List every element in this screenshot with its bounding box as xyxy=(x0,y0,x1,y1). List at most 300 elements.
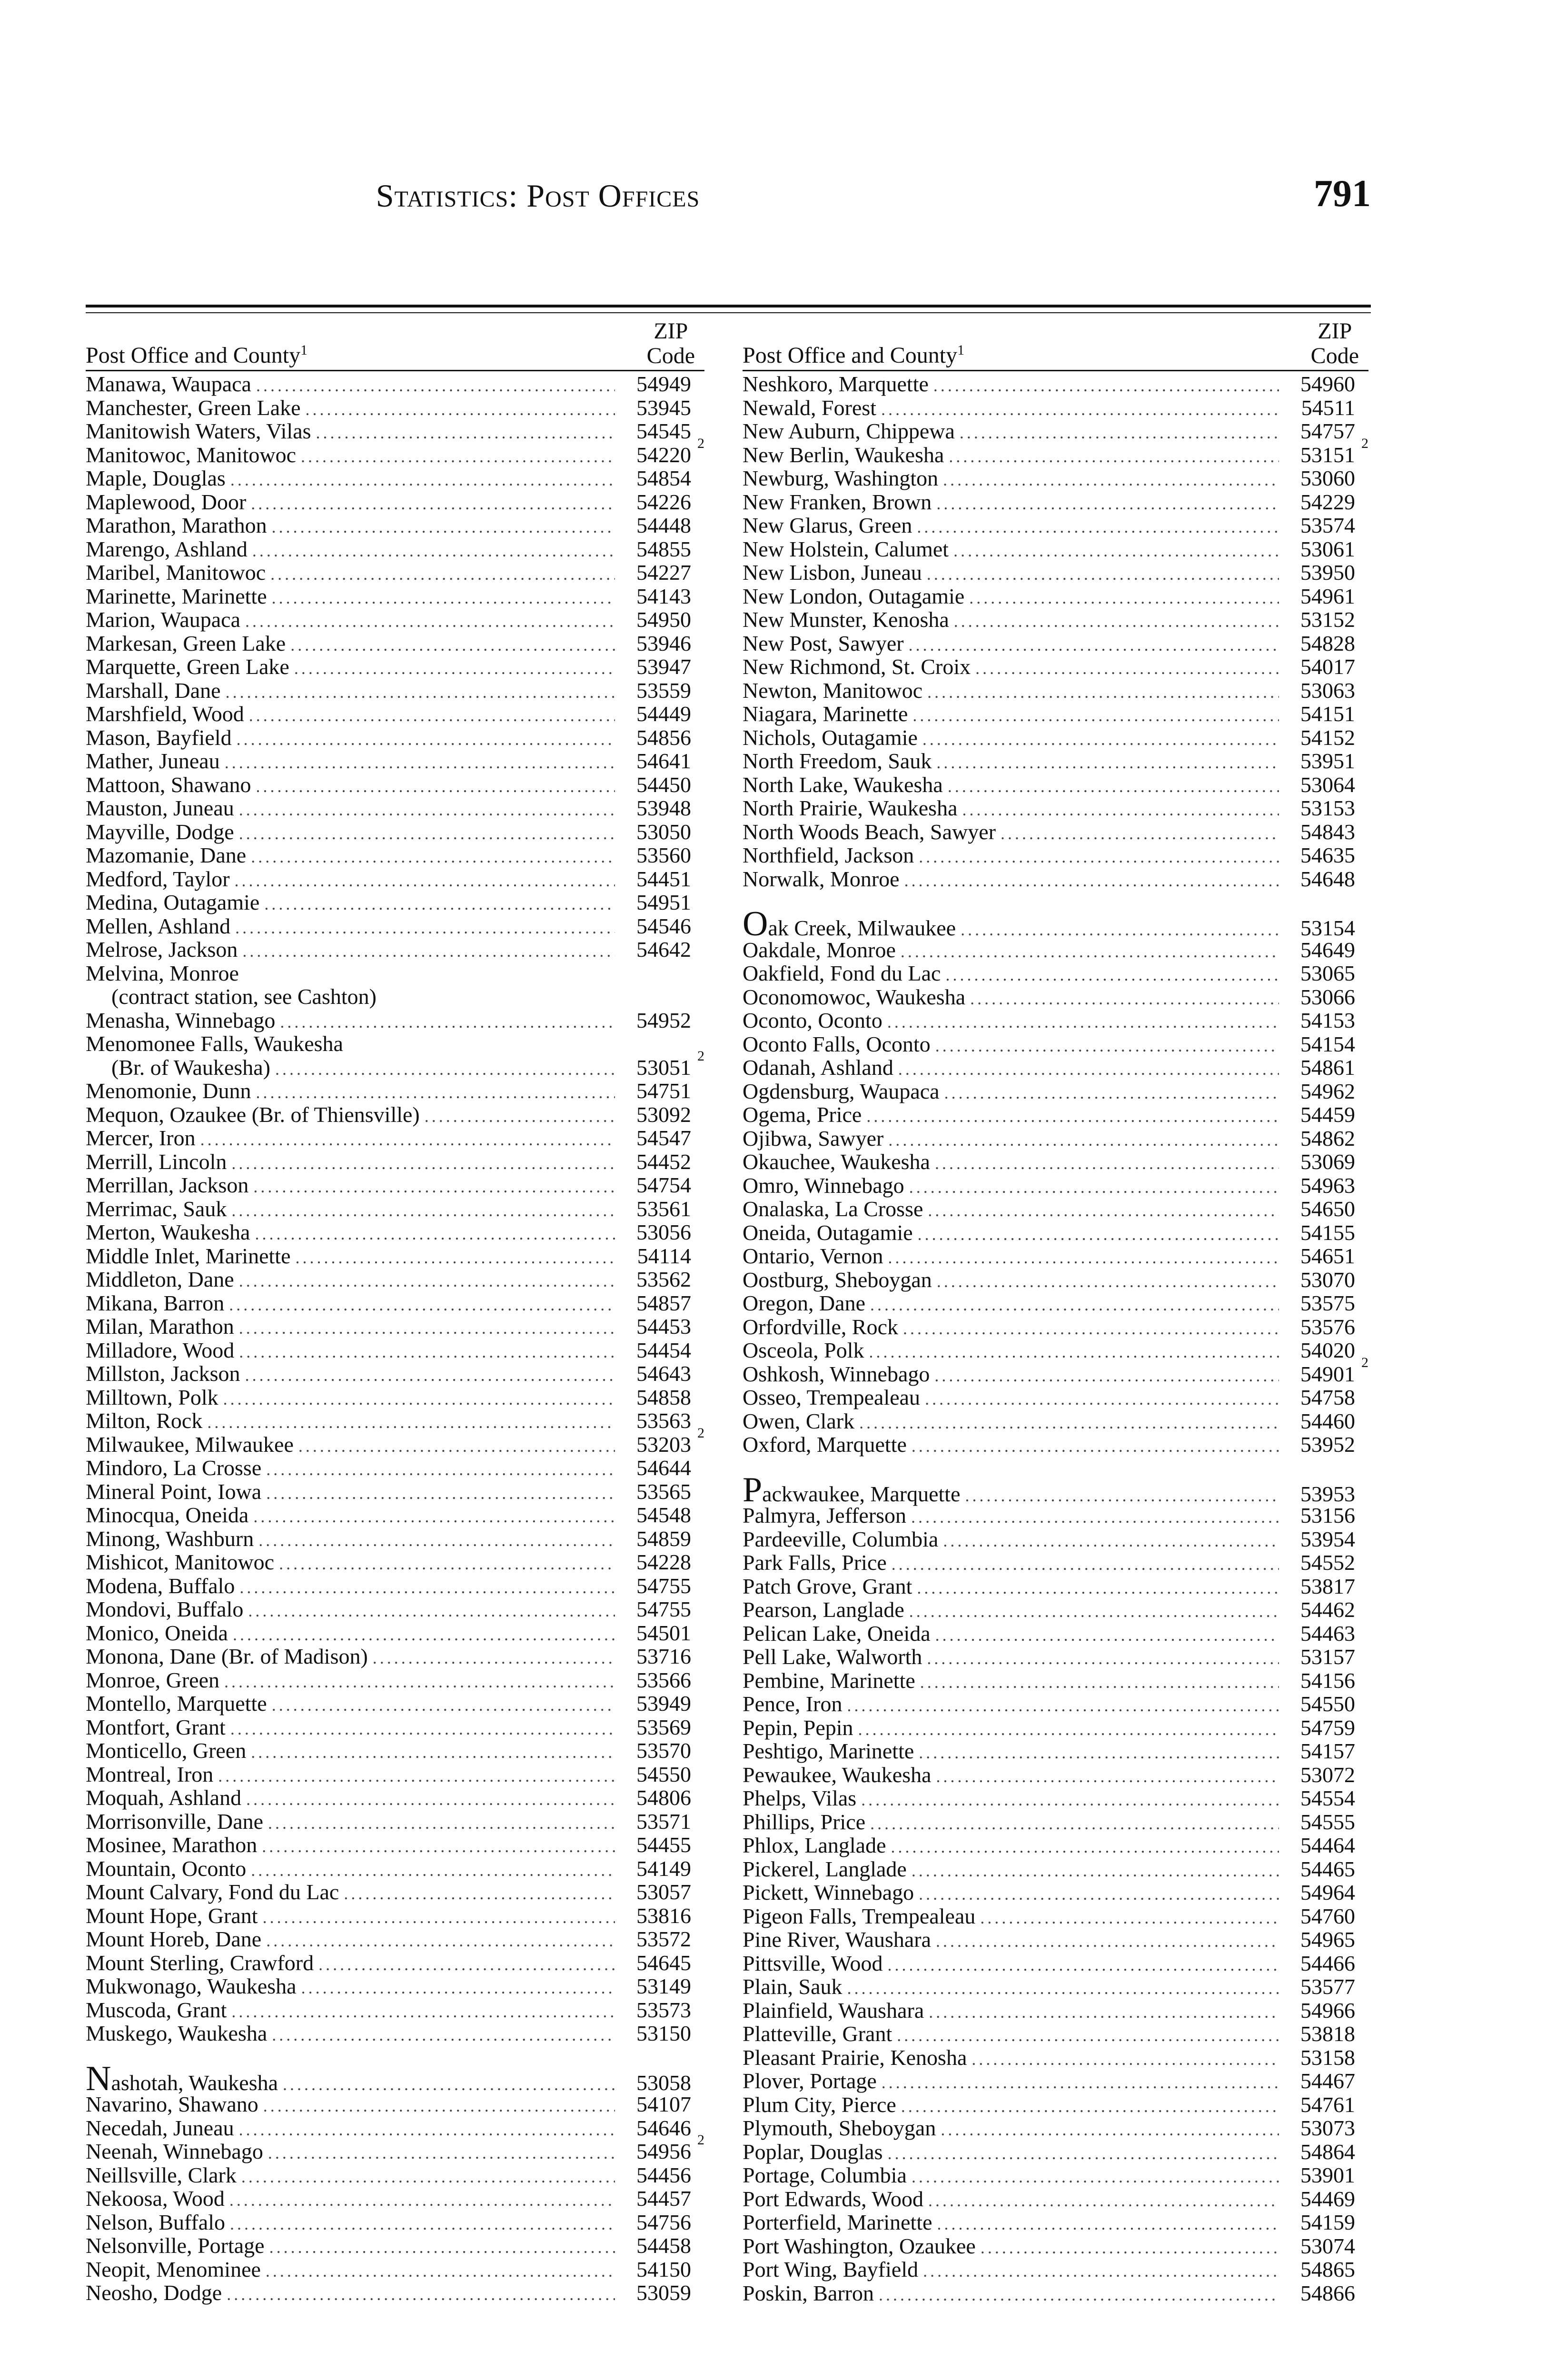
dot-leader xyxy=(962,798,1279,822)
dot-leader xyxy=(936,492,1279,516)
post-office-name: Mountain, Oconto xyxy=(86,1856,247,1881)
zip-code: 54755 xyxy=(636,1597,691,1621)
zip-code: 54448 xyxy=(636,513,691,537)
table-row xyxy=(743,1056,1368,1080)
zip-code: 53816 xyxy=(636,1903,691,1928)
header-rule-thin xyxy=(86,312,1371,313)
dot-leader xyxy=(917,1577,1279,1600)
post-office-name: Pelican Lake, Oneida xyxy=(743,1621,931,1646)
post-office-name: New Munster, Kenosha xyxy=(743,607,949,632)
post-office-name: North Woods Beach, Sawyer xyxy=(743,819,996,844)
zip-code: 54756 xyxy=(636,2210,691,2234)
zip-code: 54960 xyxy=(1300,372,1355,396)
dot-leader xyxy=(266,2260,615,2283)
dot-leader xyxy=(251,845,615,869)
post-office-name: Nichols, Outagamie xyxy=(743,725,918,750)
zip-code: 54547 xyxy=(636,1126,691,1150)
zip-code: 54449 xyxy=(636,702,691,726)
table-row xyxy=(86,396,704,420)
table-row xyxy=(86,962,704,985)
zip-code: 54114 xyxy=(637,1243,691,1268)
page-header xyxy=(86,173,1371,234)
dot-leader xyxy=(258,1529,615,1553)
post-office-name: Plainfield, Waushara xyxy=(743,1998,924,2023)
post-office-name: Packwaukee, Marquette xyxy=(743,1470,961,1509)
zip-code: 53572 xyxy=(636,1927,691,1951)
dot-leader xyxy=(237,728,615,752)
dot-leader xyxy=(935,1152,1279,1176)
dot-leader xyxy=(928,2189,1279,2213)
zip-code: 54755 xyxy=(636,1573,691,1598)
post-office-name: Menomonee Falls, Waukesha xyxy=(86,1031,343,1056)
post-office-name: Phlox, Langlade xyxy=(743,1833,886,1857)
table-row xyxy=(743,537,1368,561)
table-row xyxy=(743,2046,1368,2070)
zip-code: 53061 xyxy=(1300,536,1355,561)
post-office-name: New Franken, Brown xyxy=(743,489,932,514)
table-row xyxy=(86,1951,704,1975)
post-office-name: Oostburg, Sheboygan xyxy=(743,1267,932,1292)
dot-leader xyxy=(373,1646,615,1670)
dot-leader xyxy=(231,1199,615,1223)
zip-code: 54949 xyxy=(636,372,691,396)
post-office-name: Ojibwa, Sawyer xyxy=(743,1126,884,1150)
dot-leader xyxy=(981,2236,1279,2260)
table-row xyxy=(86,1550,704,1574)
zip-code: 53571 xyxy=(636,1809,691,1834)
table-row xyxy=(743,372,1368,396)
table-row xyxy=(743,962,1368,985)
dot-leader xyxy=(262,1835,615,1859)
zip-code: 54453 xyxy=(636,1314,691,1339)
table-row xyxy=(86,2132,704,2163)
post-office-name: Mount Sterling, Crawford xyxy=(86,1950,314,1975)
table-row xyxy=(743,2258,1368,2281)
dot-leader xyxy=(272,2023,615,2047)
dot-leader xyxy=(318,1953,615,1977)
table-row xyxy=(86,2116,704,2140)
table-row xyxy=(86,1079,704,1103)
post-office-name: Okauchee, Waukesha xyxy=(743,1150,930,1174)
table-row xyxy=(86,914,704,938)
zip-code: 54452 xyxy=(636,1149,691,1174)
post-office-name: Pine River, Waushara xyxy=(743,1927,932,1952)
zip-code: 54843 xyxy=(1300,819,1355,844)
post-office-name: North Lake, Waukesha xyxy=(743,772,943,797)
dot-leader xyxy=(266,1458,615,1482)
zip-code: 54856 xyxy=(636,725,691,750)
post-office-name: New Glarus, Green xyxy=(743,513,912,537)
table-row xyxy=(743,1127,1368,1150)
zip-code: 53058 xyxy=(636,2070,691,2095)
post-office-list xyxy=(743,372,1368,2305)
zip-code: 54220 2 xyxy=(636,435,704,467)
post-office-name: Oak Creek, Milwaukee xyxy=(743,904,956,943)
dot-leader xyxy=(970,987,1279,1011)
zip-code: 53153 xyxy=(1300,796,1355,820)
post-office-name: Phelps, Vilas xyxy=(743,1786,857,1810)
dot-leader xyxy=(909,634,1279,657)
post-office-name: New Auburn, Chippewa xyxy=(743,419,955,443)
table-row xyxy=(743,1433,1368,1457)
zip-code: 54642 xyxy=(636,937,691,962)
post-office-name: Pickerel, Langlade xyxy=(743,1856,907,1881)
dot-leader xyxy=(298,1435,615,1458)
post-office-name: Platteville, Grant xyxy=(743,2022,892,2046)
table-row xyxy=(86,702,704,726)
zip-code: 54150 xyxy=(636,2257,691,2281)
post-office-name: Nashotah, Waukesha xyxy=(86,2059,278,2098)
footnote-marker: 1 xyxy=(300,342,308,358)
table-row xyxy=(86,537,704,561)
zip-code: 53952 xyxy=(1300,1432,1355,1457)
post-office-name: Marengo, Ashland xyxy=(86,536,248,561)
zip-code: 54451 xyxy=(636,866,691,891)
zip-code: 54751 xyxy=(636,1079,691,1103)
dot-leader xyxy=(239,798,615,822)
post-office-name: Oakdale, Monroe xyxy=(743,937,896,962)
dot-leader xyxy=(207,1411,615,1435)
zip-code: 54649 xyxy=(1300,937,1355,962)
table-row xyxy=(743,1881,1368,1904)
dot-leader xyxy=(948,775,1279,799)
zip-code: 53072 xyxy=(1300,1762,1355,1787)
dot-leader xyxy=(888,1954,1279,1977)
dot-leader xyxy=(283,2073,615,2097)
dot-leader xyxy=(903,1317,1279,1341)
post-office-name: Mikana, Barron xyxy=(86,1290,225,1315)
table-row xyxy=(743,985,1368,1009)
zip-code: 54456 xyxy=(636,2162,691,2187)
zip-code: 54643 xyxy=(636,1361,691,1386)
table-row xyxy=(86,1739,704,1763)
table-row xyxy=(743,1103,1368,1127)
dot-leader xyxy=(917,516,1279,539)
zip-code: 54229 xyxy=(1300,489,1355,514)
table-row xyxy=(743,1575,1368,1598)
post-office-name: Plum City, Pierce xyxy=(743,2092,896,2117)
zip-code: 53577 xyxy=(1300,1974,1355,1999)
post-office-name: Muscoda, Grant xyxy=(86,1997,227,2022)
table-row xyxy=(743,904,1368,943)
post-office-name: Manitowish Waters, Vilas xyxy=(86,419,311,443)
dot-leader xyxy=(425,1105,615,1129)
post-office-name: Port Edwards, Wood xyxy=(743,2186,924,2211)
dot-leader xyxy=(235,916,615,940)
post-office-name: Plover, Portage xyxy=(743,2069,877,2093)
dot-leader xyxy=(241,2165,615,2189)
zip-code: 54859 xyxy=(636,1526,691,1551)
dot-leader xyxy=(230,2212,615,2236)
dot-leader xyxy=(944,1081,1279,1105)
table-row xyxy=(86,1880,704,1904)
dot-leader xyxy=(925,1388,1279,1411)
post-office-name: Mondovi, Buffalo xyxy=(86,1597,244,1621)
table-row xyxy=(86,1220,704,1244)
table-row xyxy=(86,938,704,962)
zip-code: 54455 xyxy=(636,1833,691,1857)
dot-leader xyxy=(229,1293,615,1317)
dot-leader xyxy=(230,1717,615,1741)
table-row xyxy=(743,1975,1368,1999)
post-office-name: Mazomanie, Dane xyxy=(86,843,247,867)
post-office-name: New Richmond, St. Croix xyxy=(743,654,971,679)
zip-code-header: ZIP Code xyxy=(1310,318,1359,368)
zip-code: 54228 xyxy=(636,1550,691,1574)
zip-code: 54754 xyxy=(636,1173,691,1197)
zip-code: 53151 2 xyxy=(1300,435,1368,467)
post-office-name: Palmyra, Jefferson xyxy=(743,1503,907,1527)
dot-leader xyxy=(929,2001,1279,2024)
zip-code: 54760 xyxy=(1300,1904,1355,1928)
post-office-name: Menasha, Winnebago xyxy=(86,1008,276,1032)
table-row xyxy=(86,2234,704,2258)
table-row xyxy=(743,1857,1368,1881)
zip-code: 54554 xyxy=(1300,1786,1355,1810)
post-office-name: Neshkoro, Marquette xyxy=(743,372,929,396)
table-row xyxy=(86,1197,704,1221)
zip-code: 53065 xyxy=(1300,961,1355,985)
zip-code: 54758 xyxy=(1300,1385,1355,1409)
dot-leader xyxy=(226,681,615,704)
zip-code: 53569 xyxy=(636,1715,691,1739)
dot-leader xyxy=(904,869,1279,893)
post-office-name: Onalaska, La Crosse xyxy=(743,1197,923,1221)
post-office-name: Manawa, Waupaca xyxy=(86,372,251,396)
post-office-name: Pell Lake, Walworth xyxy=(743,1645,922,1669)
dot-leader xyxy=(920,1671,1279,1695)
post-office-name: Northfield, Jackson xyxy=(743,843,914,867)
table-row xyxy=(86,1786,704,1810)
table-row xyxy=(743,2116,1368,2140)
post-office-name: Necedah, Juneau xyxy=(86,2115,234,2140)
dot-leader xyxy=(251,1741,615,1765)
table-row xyxy=(743,773,1368,797)
dot-leader xyxy=(919,845,1279,869)
post-office-name: Oconto, Oconto xyxy=(743,1008,882,1032)
dot-leader xyxy=(922,728,1279,752)
dot-leader xyxy=(251,1859,615,1883)
table-row xyxy=(86,773,704,797)
post-office-name: Manitowoc, Manitowoc xyxy=(86,442,297,467)
table-row xyxy=(743,1080,1368,1103)
zip-code: 53060 xyxy=(1300,466,1355,490)
dot-leader xyxy=(909,1600,1279,1624)
post-office-name: Newton, Manitowoc xyxy=(743,678,923,703)
dot-leader xyxy=(847,1694,1279,1718)
table-row xyxy=(743,1174,1368,1198)
table-row xyxy=(743,1763,1368,1787)
table-row xyxy=(743,608,1368,632)
dot-leader xyxy=(943,468,1279,492)
table-row xyxy=(86,1597,704,1621)
dot-leader xyxy=(859,1411,1279,1435)
table-row xyxy=(86,1857,704,1881)
table-row xyxy=(743,1354,1368,1386)
table-row xyxy=(743,2093,1368,2117)
post-office-name: Pittsville, Wood xyxy=(743,1951,883,1975)
post-office-name: Marshfield, Wood xyxy=(86,702,244,726)
dot-leader xyxy=(290,634,615,657)
post-office-name: Nelsonville, Portage xyxy=(86,2233,265,2258)
dot-leader xyxy=(272,1694,615,1717)
post-office-name: Manchester, Green Lake xyxy=(86,395,301,420)
table-row xyxy=(86,2187,704,2211)
table-row xyxy=(86,372,704,396)
table-row xyxy=(743,585,1368,608)
dot-leader xyxy=(888,1246,1279,1270)
post-office-name: Neosho, Dodge xyxy=(86,2281,222,2305)
zip-code: 53073 xyxy=(1300,2116,1355,2140)
post-office-name: Marquette, Green Lake xyxy=(86,654,289,679)
dot-leader xyxy=(316,421,615,445)
post-office-name: Ogema, Price xyxy=(743,1102,862,1127)
post-office-name: Pardeeville, Columbia xyxy=(743,1527,939,1551)
post-office-name: Menomonie, Dunn xyxy=(86,1079,251,1103)
table-row xyxy=(86,796,704,820)
post-office-name: Ontario, Vernon xyxy=(743,1244,883,1268)
zip-code: 53562 xyxy=(636,1267,691,1291)
zip-code: 54865 xyxy=(1300,2257,1355,2281)
post-office-name: New Holstein, Calumet xyxy=(743,536,949,561)
dot-leader xyxy=(936,1930,1279,1954)
dot-leader xyxy=(200,1128,615,1152)
table-row xyxy=(743,1645,1368,1669)
post-office-name: Maplewood, Door xyxy=(86,489,247,514)
table-row xyxy=(86,1315,704,1339)
dot-leader xyxy=(224,1670,615,1694)
zip-code: 54545 xyxy=(636,419,691,443)
dot-leader xyxy=(897,2024,1279,2048)
post-office-name: Mercer, Iron xyxy=(86,1126,196,1150)
dot-leader xyxy=(882,2071,1279,2095)
table-row xyxy=(743,2163,1368,2187)
dot-leader xyxy=(888,1129,1279,1152)
table-row xyxy=(743,1009,1368,1032)
dot-leader xyxy=(858,1718,1279,1742)
dot-leader xyxy=(245,1364,615,1388)
zip-code: 53948 xyxy=(636,796,691,820)
dot-leader xyxy=(953,539,1279,563)
table-row xyxy=(86,2022,704,2045)
zip-code: 54961 xyxy=(1300,584,1355,608)
zip-code: 54155 xyxy=(1300,1220,1355,1245)
table-row xyxy=(743,1551,1368,1575)
dot-leader xyxy=(912,2165,1279,2189)
table-row xyxy=(86,867,704,891)
table-row xyxy=(86,1268,704,1291)
zip-code: 54457 xyxy=(636,2186,691,2211)
post-office-name: Newald, Forest xyxy=(743,395,877,420)
dot-leader xyxy=(239,1317,615,1340)
header-rule xyxy=(86,305,1371,307)
dot-leader xyxy=(256,775,615,799)
zip-code: 53950 xyxy=(1300,560,1355,585)
post-office-name: Muskego, Waukesha xyxy=(86,2021,268,2045)
post-office-name: Milan, Marathon xyxy=(86,1314,234,1339)
page-title: Statistics: Post Offices xyxy=(376,178,700,214)
zip-code: 54644 xyxy=(636,1456,691,1480)
zip-code: 53070 xyxy=(1300,1267,1355,1292)
table-row xyxy=(743,1244,1368,1268)
dot-leader xyxy=(927,681,1279,704)
table-row xyxy=(86,1668,704,1692)
post-office-name: Monona, Dane (Br. of Madison) xyxy=(86,1644,368,1668)
zip-code: 53573 xyxy=(636,1997,691,2022)
zip-code: 53559 xyxy=(636,678,691,703)
table-row xyxy=(743,655,1368,679)
post-office-name: Park Falls, Price xyxy=(743,1550,887,1575)
table-row xyxy=(743,1598,1368,1622)
dot-leader xyxy=(943,1529,1279,1553)
dot-leader xyxy=(927,1647,1279,1671)
table-row xyxy=(86,985,704,1009)
table-row xyxy=(743,1904,1368,1928)
zip-code: 54467 xyxy=(1300,2069,1355,2093)
zip-code: 54550 xyxy=(1300,1692,1355,1716)
zip-code: 54159 xyxy=(1300,2210,1355,2234)
post-office-name: Oxford, Marquette xyxy=(743,1432,907,1457)
zip-code: 53057 xyxy=(636,1880,691,1904)
dot-leader xyxy=(861,1788,1279,1812)
table-row xyxy=(86,1409,704,1433)
zip-code: 53059 xyxy=(636,2281,691,2305)
zip-code: 53947 xyxy=(636,654,691,679)
table-row xyxy=(86,1810,704,1834)
zip-code: 53152 xyxy=(1300,607,1355,632)
zip-code: 53157 xyxy=(1300,1645,1355,1669)
table-row xyxy=(86,1503,704,1527)
dot-leader xyxy=(294,657,615,681)
column-header-rule xyxy=(86,370,704,371)
post-office-name: Pearson, Langlade xyxy=(743,1597,904,1622)
post-office-name: Oshkosh, Winnebago xyxy=(743,1361,930,1386)
zip-code: 53066 xyxy=(1300,984,1355,1009)
table-row xyxy=(86,655,704,679)
zip-code: 54855 xyxy=(636,536,691,561)
dot-leader xyxy=(301,1976,615,2000)
post-office-name: Pembine, Marinette xyxy=(743,1668,915,1693)
dot-leader xyxy=(941,2118,1279,2142)
post-office-name: Montello, Marquette xyxy=(86,1691,267,1716)
table-row xyxy=(86,1480,704,1504)
dot-leader xyxy=(866,1105,1279,1129)
post-office-name: Medford, Taylor xyxy=(86,866,230,891)
zip-code: 54857 xyxy=(636,1290,691,1315)
zip-code: 54650 xyxy=(1300,1197,1355,1221)
footnote-marker: 1 xyxy=(957,342,965,358)
dot-leader xyxy=(935,1034,1279,1058)
post-office-name: Mukwonago, Waukesha xyxy=(86,1974,297,1998)
zip-code: 53064 xyxy=(1300,772,1355,797)
zip-code: 54149 xyxy=(636,1856,691,1881)
post-office-name: Mattoon, Shawano xyxy=(86,772,251,797)
post-office-name: Pence, Iron xyxy=(743,1692,842,1716)
table-row xyxy=(743,1527,1368,1551)
dot-leader xyxy=(898,1058,1279,1081)
post-office-name: Mosinee, Marathon xyxy=(86,1833,258,1857)
zip-code: 53945 xyxy=(636,395,691,420)
dot-leader xyxy=(975,657,1279,681)
table-row xyxy=(743,679,1368,703)
post-office-name: Minong, Washburn xyxy=(86,1526,254,1551)
post-office-name: Montfort, Grant xyxy=(86,1715,226,1739)
zip-code: 54862 xyxy=(1300,1126,1355,1150)
zip-code: 53949 xyxy=(636,1691,691,1716)
post-office-name: Mindoro, La Crosse xyxy=(86,1456,262,1480)
dot-leader xyxy=(251,492,615,516)
zip-code: 54806 xyxy=(636,1785,691,1810)
